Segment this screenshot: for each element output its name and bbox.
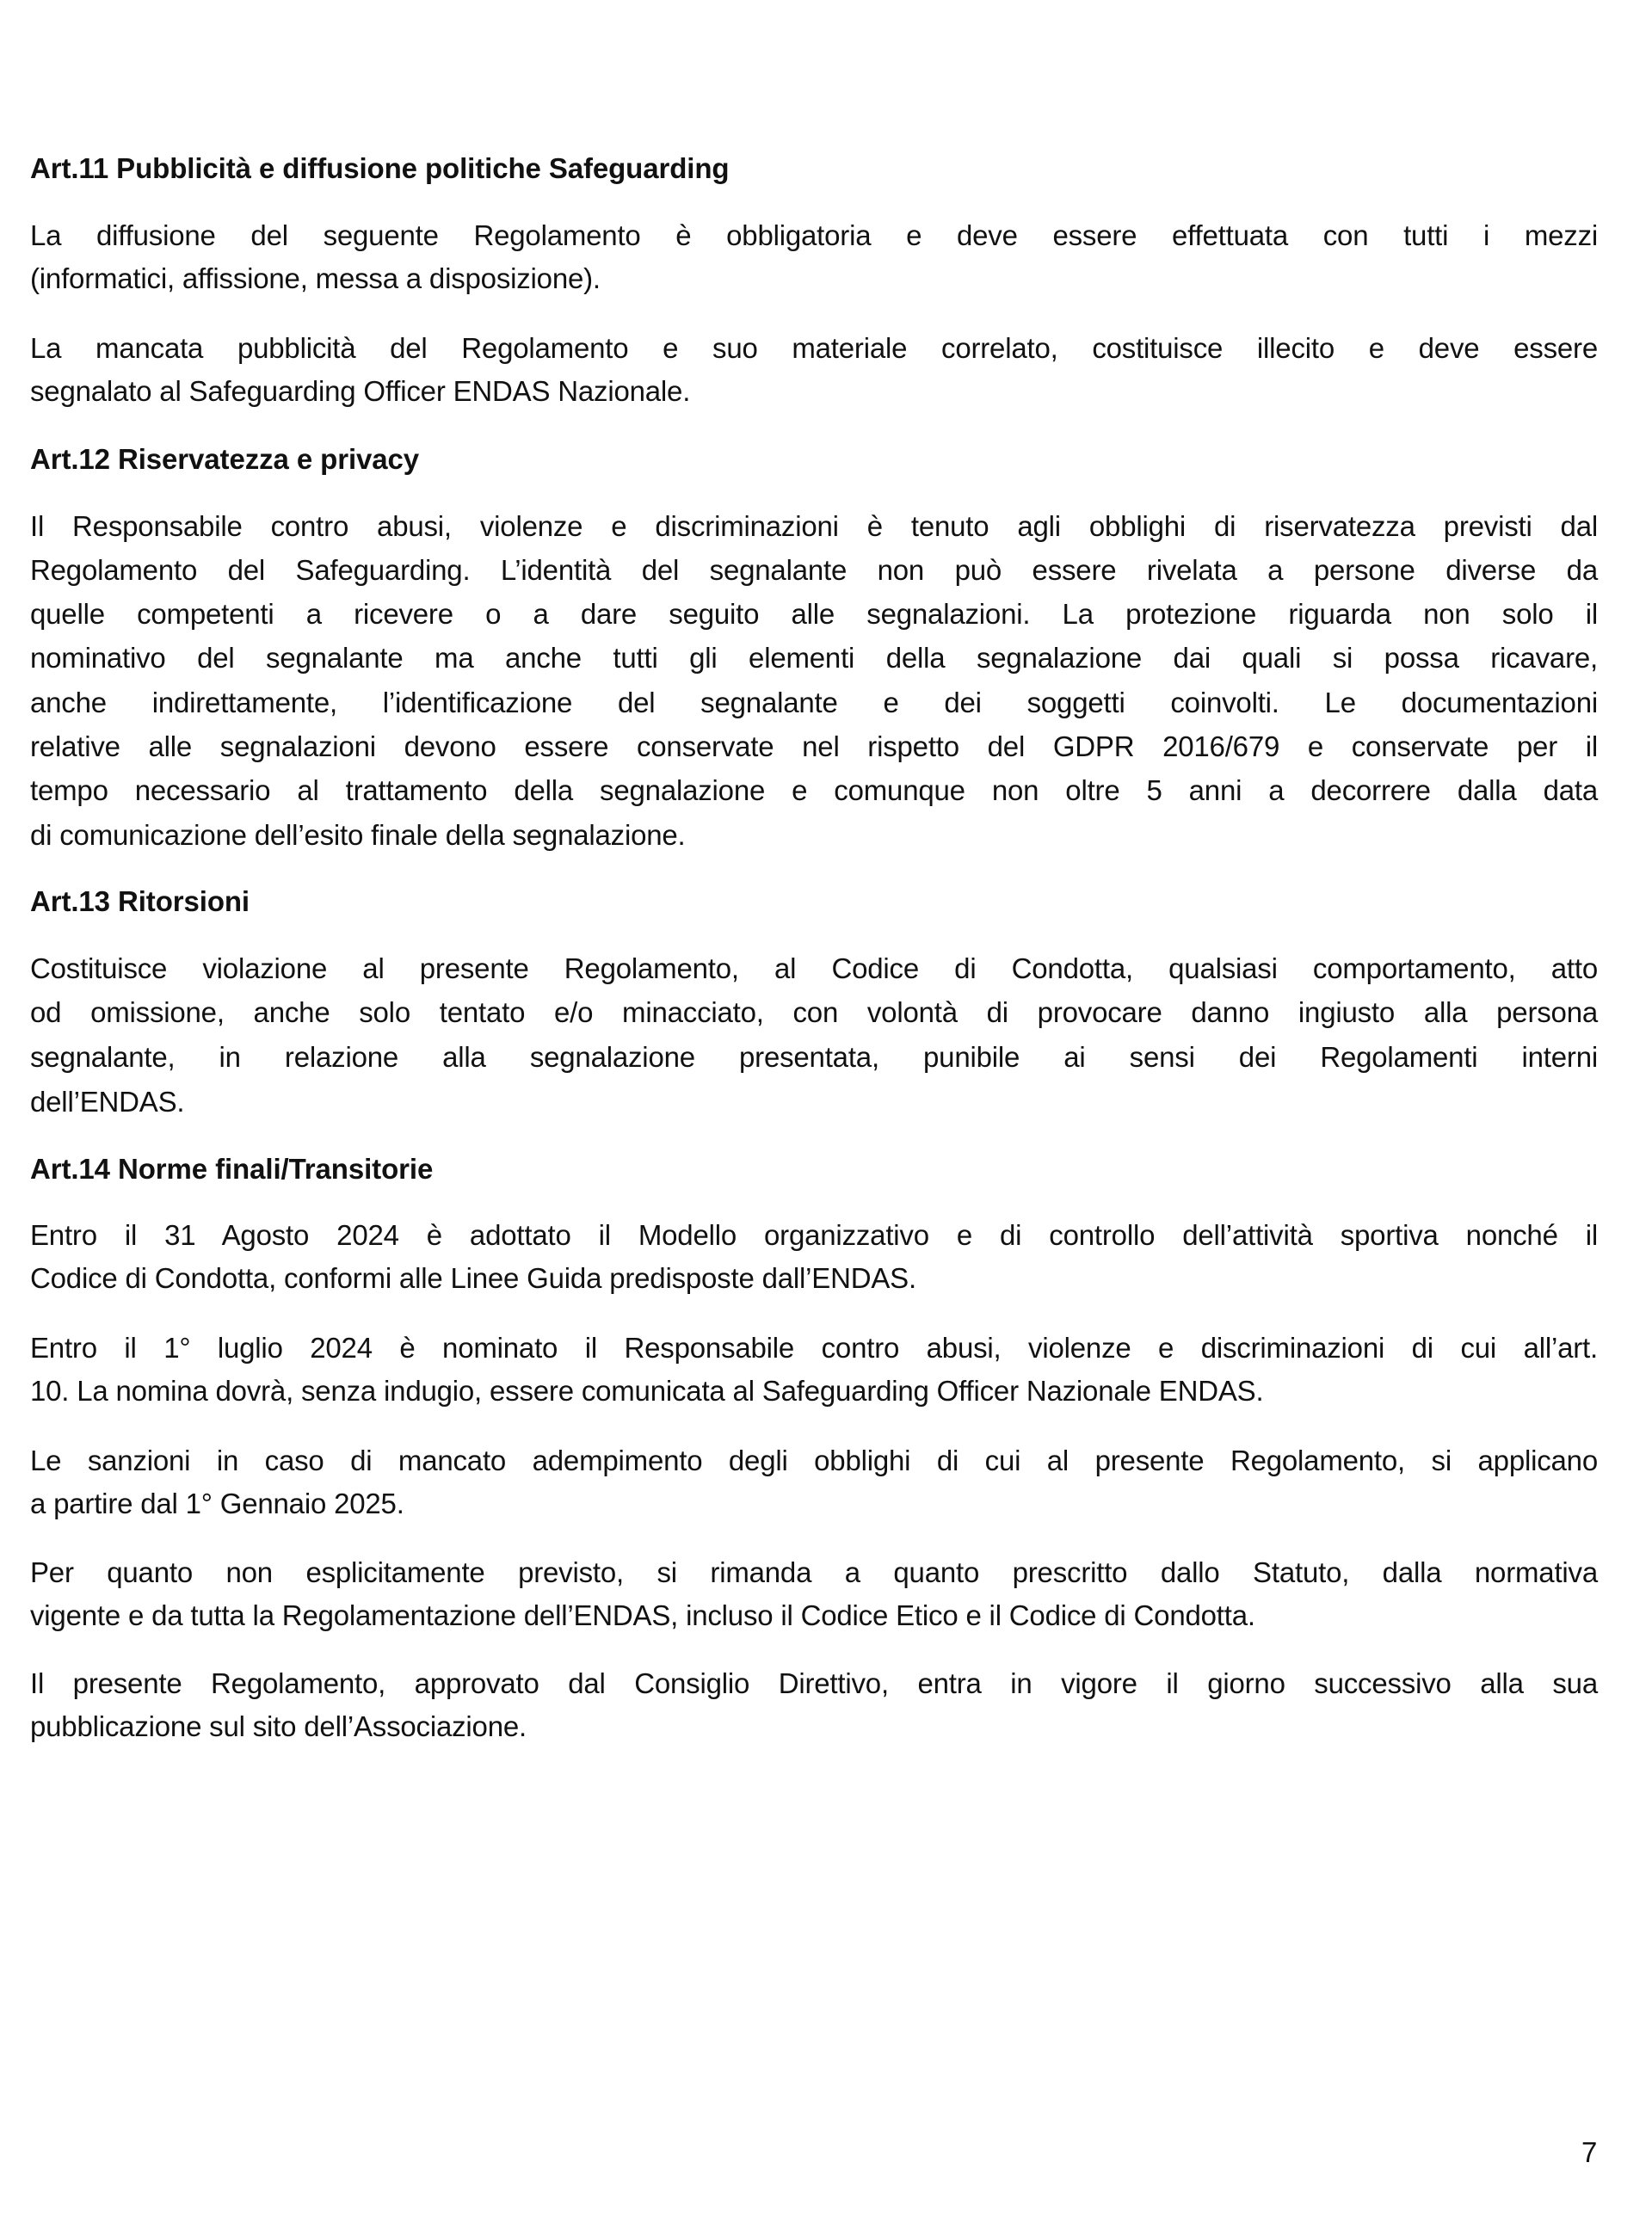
paragraph-line: segnalante, in relazione alla segnalazione presentata, punibile ai sensi dei Regolamenti interni [30, 1041, 1598, 1073]
paragraph-line: Entro il 1° luglio 2024 è nominato il Responsabile contro abusi, violenze e discriminazioni di cui all’art. [30, 1332, 1598, 1364]
paragraph-line: La mancata pubblicità del Regolamento e suo materiale correlato, costituisce illecito e deve essere [30, 332, 1598, 364]
paragraph-line: relative alle segnalazioni devono essere conservate nel rispetto del GDPR 2016/679 e conservate per il [30, 730, 1598, 762]
paragraph-line: Le sanzioni in caso di mancato adempimento degli obblighi di cui al presente Regolamento, si applicano [30, 1445, 1598, 1476]
section-heading-art11: Art.11 Pubblicità e diffusione politiche Safeguarding [30, 152, 730, 184]
paragraph-line: pubblicazione sul sito dell’Associazione. [30, 1710, 527, 1742]
paragraph-line: Il Responsabile contro abusi, violenze e discriminazioni è tenuto agli obblighi di riservatezza previsti dal [30, 510, 1598, 542]
paragraph-line: (informatici, affissione, messa a disposizione). [30, 262, 601, 294]
paragraph-line: Il presente Regolamento, approvato dal Consiglio Direttivo, entra in vigore il giorno successivo alla sua [30, 1667, 1598, 1699]
section-heading-art12: Art.12 Riservatezza e privacy [30, 443, 420, 475]
paragraph-line: di comunicazione dell’esito finale della segnalazione. [30, 819, 686, 851]
paragraph-line: Codice di Condotta, conformi alle Linee Guida predisposte dall’ENDAS. [30, 1262, 916, 1294]
paragraph-line: Costituisce violazione al presente Regolamento, al Codice di Condotta, qualsiasi comportamento, atto [30, 952, 1598, 984]
page-number: 7 [1581, 2136, 1598, 2168]
paragraph-line: segnalato al Safeguarding Officer ENDAS Nazionale. [30, 375, 691, 407]
paragraph-line: anche indirettamente, l’identificazione del segnalante e dei soggetti coinvolti. Le documentazioni [30, 687, 1598, 718]
paragraph-line: nominativo del segnalante ma anche tutti gli elementi della segnalazione dai quali si possa ricavare, [30, 642, 1598, 674]
section-heading-art14: Art.14 Norme finali/Transitorie [30, 1153, 434, 1185]
paragraph-line: Entro il 31 Agosto 2024 è adottato il Modello organizzativo e di controllo dell’attività sportiva nonché il [30, 1219, 1598, 1251]
paragraph-line: Regolamento del Safeguarding. L’identità del segnalante non può essere rivelata a persone diverse da [30, 554, 1598, 586]
paragraph-line: 10. La nomina dovrà, senza indugio, essere comunicata al Safeguarding Officer Nazionale ENDAS. [30, 1375, 1264, 1407]
paragraph-line: a partire dal 1° Gennaio 2025. [30, 1488, 404, 1519]
section-heading-art13: Art.13 Ritorsioni [30, 885, 250, 917]
paragraph-line: La diffusione del seguente Regolamento è obbligatoria e deve essere effettuata con tutti i mezzi [30, 219, 1598, 251]
paragraph-line: dell’ENDAS. [30, 1086, 185, 1118]
paragraph-line: quelle competenti a ricevere o a dare seguito alle segnalazioni. La protezione riguarda non solo il [30, 598, 1598, 630]
paragraph-line: tempo necessario al trattamento della segnalazione e comunque non oltre 5 anni a decorrere dalla data [30, 774, 1598, 806]
paragraph-line: od omissione, anche solo tentato e/o minacciato, con volontà di provocare danno ingiusto alla persona [30, 996, 1598, 1028]
paragraph-line: Per quanto non esplicitamente previsto, si rimanda a quanto prescritto dallo Statuto, dalla normativa [30, 1556, 1598, 1588]
paragraph-line: vigente e da tutta la Regolamentazione dell’ENDAS, incluso il Codice Etico e il Codice di Condotta. [30, 1599, 1255, 1631]
